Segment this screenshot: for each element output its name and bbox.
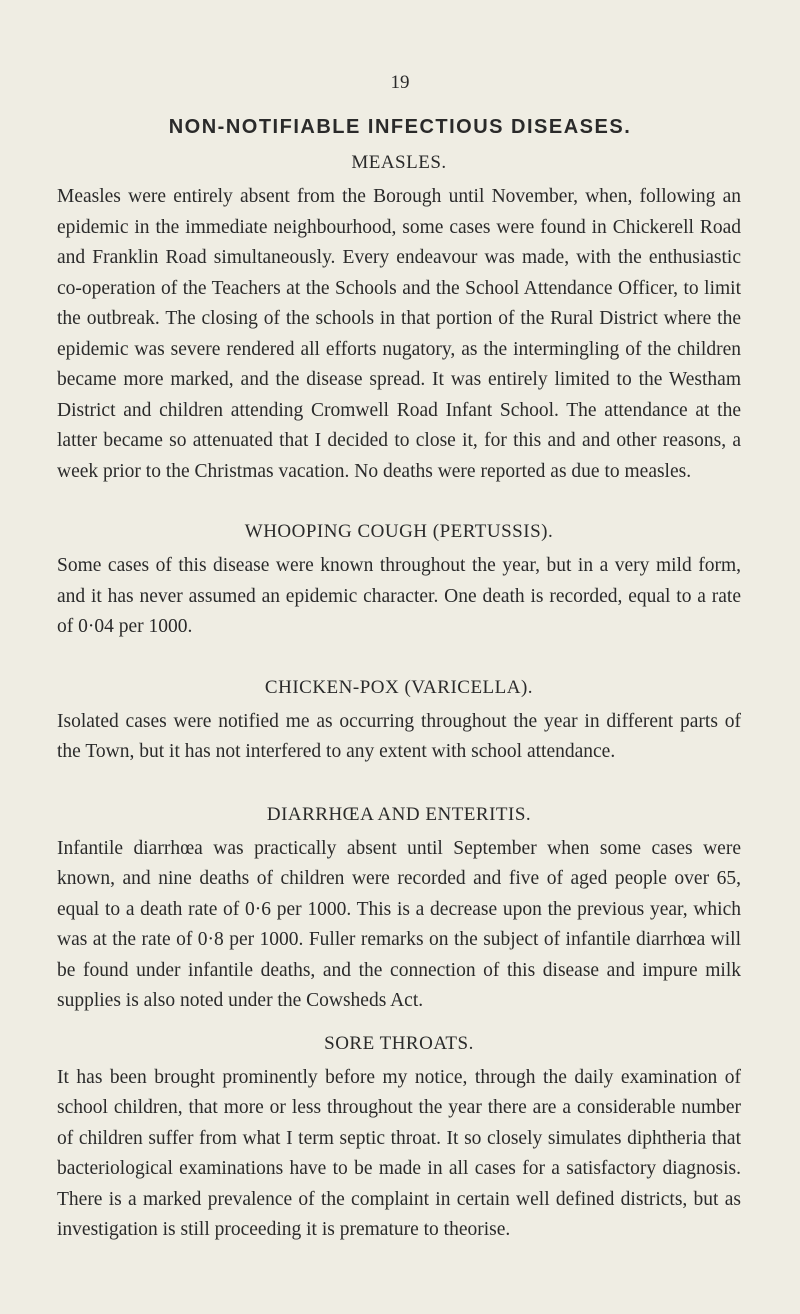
section-heading: CHICKEN-POX (VARICELLA). [264,676,534,698]
section-paragraph: Infantile diarrhœa was practically absent until September when some cases were known, and nine deaths of children were recorded and five of aged people over 65, equal to a death rate of 0·6 per 1000. This is a decrease upon the previous year, which was at the rate of 0·8 per 1000. Fuller remarks on the subject of infantile diarrhœa will be found under infantile deaths, and the connection of this disease and impure milk supplies is also noted under the Cowsheds Act. [57,837,741,1011]
section-heading: DIARRHŒA AND ENTERITIS. [266,803,532,825]
page-number: 19 [390,72,410,93]
section-paragraph: It has been brought prominently before my notice, through the daily examination of school children, that more or less throughout the year there are a considerable number of children suffer from what I term septic throat. It so closely simulates diphtheria that bacteriological examinations have to be made in all cases for a satisfactory diagnosis. There is a marked prevalence of the complaint in certain well defined districts, but as investigation is still proceeding it is premature to theorise. [57,1066,741,1240]
page-content [57,152,741,1246]
section-heading: MEASLES. [351,152,447,173]
section-measles [57,152,741,487]
section-whooping-cough [57,521,741,643]
section-paragraph: Some cases of this disease were known throughout the year, but in a very mild form, and it has never assumed an epidemic character. One death is recorded, equal to a rate of 0·04 per 1000. [57,555,741,637]
section-paragraph: Measles were entirely absent from the Borough until November, when, following an epidemic in the immediate neighbourhood, some cases were found in Chickerell Road and Franklin Road simultaneously. Every endeavour was made, with the enthusiastic co-operation of the Teachers at the Schools and the School Attendance Officer, to limit the outbreak. The closing of the schools in that portion of the Rural District where the epidemic was severe rendered all efforts nugatory, as the intermingling of the children became more marked, and the disease spread. It was entirely limited to the Westham District and children attending Cromwell Road Infant School. The attendance at the latter became so attenuated that I decided to close it, for this and and other reasons, a week prior to the Christmas vacation. No deaths were reported as due to measles. [57,186,741,482]
section-heading: SORE THROATS. [324,1032,474,1054]
page-title: NON-NOTIFIABLE INFECTIOUS DISEASES. [168,116,632,138]
section-heading: WHOOPING COUGH (PERTUSSIS). [244,521,554,542]
section-sore-throats [57,1033,741,1246]
section-diarrhoea [57,804,741,1017]
section-chicken-pox [57,677,741,768]
section-paragraph: Isolated cases were notified me as occurring throughout the year in different parts of the Town, but it has not interfered to any extent with school attendance. [57,710,741,762]
